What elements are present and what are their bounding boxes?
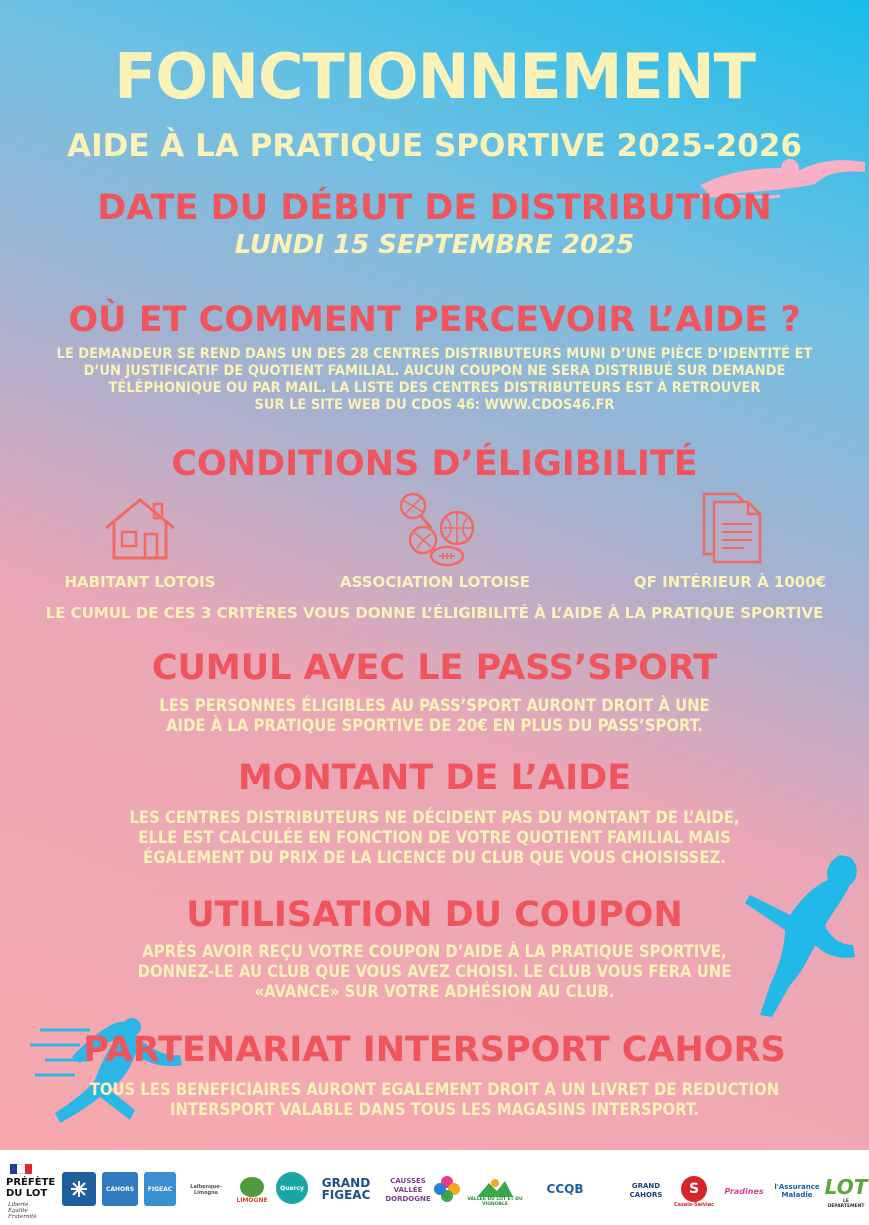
intersport-line: INTERSPORT VALABLE DANS TOUS LES MAGASINS INTERSPORT. [169, 1100, 700, 1119]
logo-cazals [672, 1172, 716, 1212]
where-heading: OÙ ET COMMENT PERCEVOIR L’AIDE ? [68, 300, 801, 340]
coupon-line: APRÈS AVOIR REÇU VOTRE COUPON D’AIDE À LA PRATIQUE SPORTIVE, [142, 942, 727, 961]
logo-grand-figeac: GRAND FIGEAC [321, 1176, 371, 1202]
logo-conseil [62, 1172, 96, 1206]
logo-quercy: Quercy [276, 1172, 308, 1204]
logo-pradines: Pradines [724, 1186, 764, 1196]
logo-lot-departement [826, 1168, 866, 1216]
motto-line: Fraternité [8, 1214, 37, 1220]
french-flag-icon [10, 1164, 32, 1174]
eligibility-heading: CONDITIONS D’ÉLIGIBILITÉ [171, 444, 698, 484]
motto-line: Liberté [8, 1202, 29, 1208]
logo-figeac-bird: FIGEAC [144, 1172, 176, 1206]
sports-balls-icon [395, 488, 480, 568]
intersport-text [40, 1080, 829, 1120]
republic-motto [8, 1202, 37, 1220]
amount-line: ÉGALEMENT DU PRIX DE LA LICENCE DU CLUB QUE VOUS CHOISISSEZ. [143, 848, 726, 867]
coupon-text [0, 942, 869, 1002]
document-icon [698, 488, 768, 566]
amount-line: ELLE EST CALCULÉE EN FONCTION DE VOTRE QUOTIENT FAMILIAL MAIS [138, 828, 731, 847]
house-icon [100, 494, 180, 562]
amount-line: LES CENTRES DISTRIBUTEURS NE DÉCIDENT PAS DU MONTANT DE L’AIDE, [129, 808, 740, 827]
coupon-heading: UTILISATION DU COUPON [186, 895, 683, 935]
prefecture-logo [6, 1177, 55, 1199]
eligibility-summary: LE CUMUL DE CES 3 CRITÈRES VOUS DONNE L’ÉLIGIBILITÉ À L’AIDE À LA PRATIQUE SPORTIVE [45, 604, 824, 622]
logo-text: VALLEE DU LOT ET DU VIGNOBLE [467, 1197, 523, 1207]
where-text-line: SUR LE SITE WEB DU CDOS 46: WWW.CDOS46.FR [254, 397, 615, 413]
motto-line: Égalité [8, 1208, 28, 1214]
logo-text: LIMOGNE [236, 1196, 268, 1204]
logo-text: LOT [824, 1175, 868, 1199]
hills-icon [477, 1177, 513, 1197]
pass-sport-line: AIDE À LA PRATIQUE SPORTIVE DE 20€ EN PLUS DU PASS’SPORT. [166, 716, 703, 735]
logo-ccqb: CCQB [546, 1182, 584, 1196]
criterion-label: QF INTÉRIEUR À 1000€ [633, 573, 827, 591]
where-text-line: D’UN JUSTIFICATIF DE QUOTIENT FAMILIAL. AUCUN COUPON NE SERA DISTRIBUÉ SUR DEMANDE [83, 363, 786, 379]
where-text-line: LE DEMANDEUR SE REND DANS UN DES 28 CENTRES DISTRIBUTEURS MUNI D’UNE PIÈCE D’IDENTITÉ ET [56, 346, 813, 362]
cross-icon [69, 1179, 89, 1199]
prefecture-line: PRÉFÈTE [6, 1177, 56, 1188]
logo-caption: LE DÉPARTEMENT [827, 1199, 865, 1209]
where-text [40, 346, 829, 414]
prefecture-line: DU LOT [6, 1188, 48, 1199]
logo-causses: CAUSSES VALLÉE DORDOGNE [385, 1176, 431, 1203]
pass-sport-text [0, 696, 869, 736]
logo-grand-cahors: GRAND CAHORS [629, 1182, 663, 1199]
pass-sport-heading: CUMUL AVEC LE PASS’SPORT [151, 648, 718, 688]
coupon-line: DONNEZ-LE AU CLUB QUE VOUS AVEZ CHOISI. LE CLUB VOUS FERA UNE [137, 962, 732, 981]
partner-footer [0, 1150, 869, 1225]
amount-text [0, 808, 869, 868]
logo-cahors: CAHORS [102, 1172, 138, 1206]
distribution-date: LUNDI 15 SEPTEMBRE 2025 [234, 230, 635, 260]
amount-heading: MONTANT DE L’AIDE [237, 758, 632, 798]
flower-icon [433, 1175, 461, 1203]
criterion-label: ASSOCIATION LOTOISE [339, 573, 531, 591]
logo-limogne [234, 1170, 270, 1210]
intersport-line: TOUS LES BENEFICIAIRES AURONT EGALEMENT DROIT A UN LIVRET DE REDUCTION [89, 1080, 780, 1099]
logo-assurance-maladie: l'Assurance Maladie [774, 1183, 820, 1199]
page-subtitle: AIDE À LA PRATIQUE SPORTIVE 2025-2026 [67, 128, 802, 164]
logo-text: Cazals-Salviac [673, 1202, 715, 1208]
logo-flower-icon [432, 1172, 462, 1206]
logo-vallee-lot [464, 1172, 526, 1212]
pass-sport-line: LES PERSONNES ÉLIGIBLES AU PASS’SPORT AURONT DROIT À UNE [159, 696, 710, 715]
where-text-line: TÉLÉPHONIQUE OU PAR MAIL. LA LISTE DES CENTRES DISTRIBUTEURS EST À RETROUVER [108, 380, 761, 396]
page-title: FONCTIONNEMENT [114, 40, 755, 113]
intersport-heading: PARTENARIAT INTERSPORT CAHORS [83, 1030, 786, 1070]
coupon-line: «AVANCE» SUR VOTRE ADHÉSION AU CLUB. [254, 982, 615, 1001]
criterion-label: HABITANT LOTOIS [64, 573, 216, 591]
limogne-emblem-icon [240, 1177, 264, 1197]
cazals-emblem-icon: S [681, 1176, 707, 1202]
distribution-heading: DATE DU DÉBUT DE DISTRIBUTION [97, 188, 772, 228]
logo-lalbenque: Lalbenque-Limogne [190, 1184, 222, 1196]
